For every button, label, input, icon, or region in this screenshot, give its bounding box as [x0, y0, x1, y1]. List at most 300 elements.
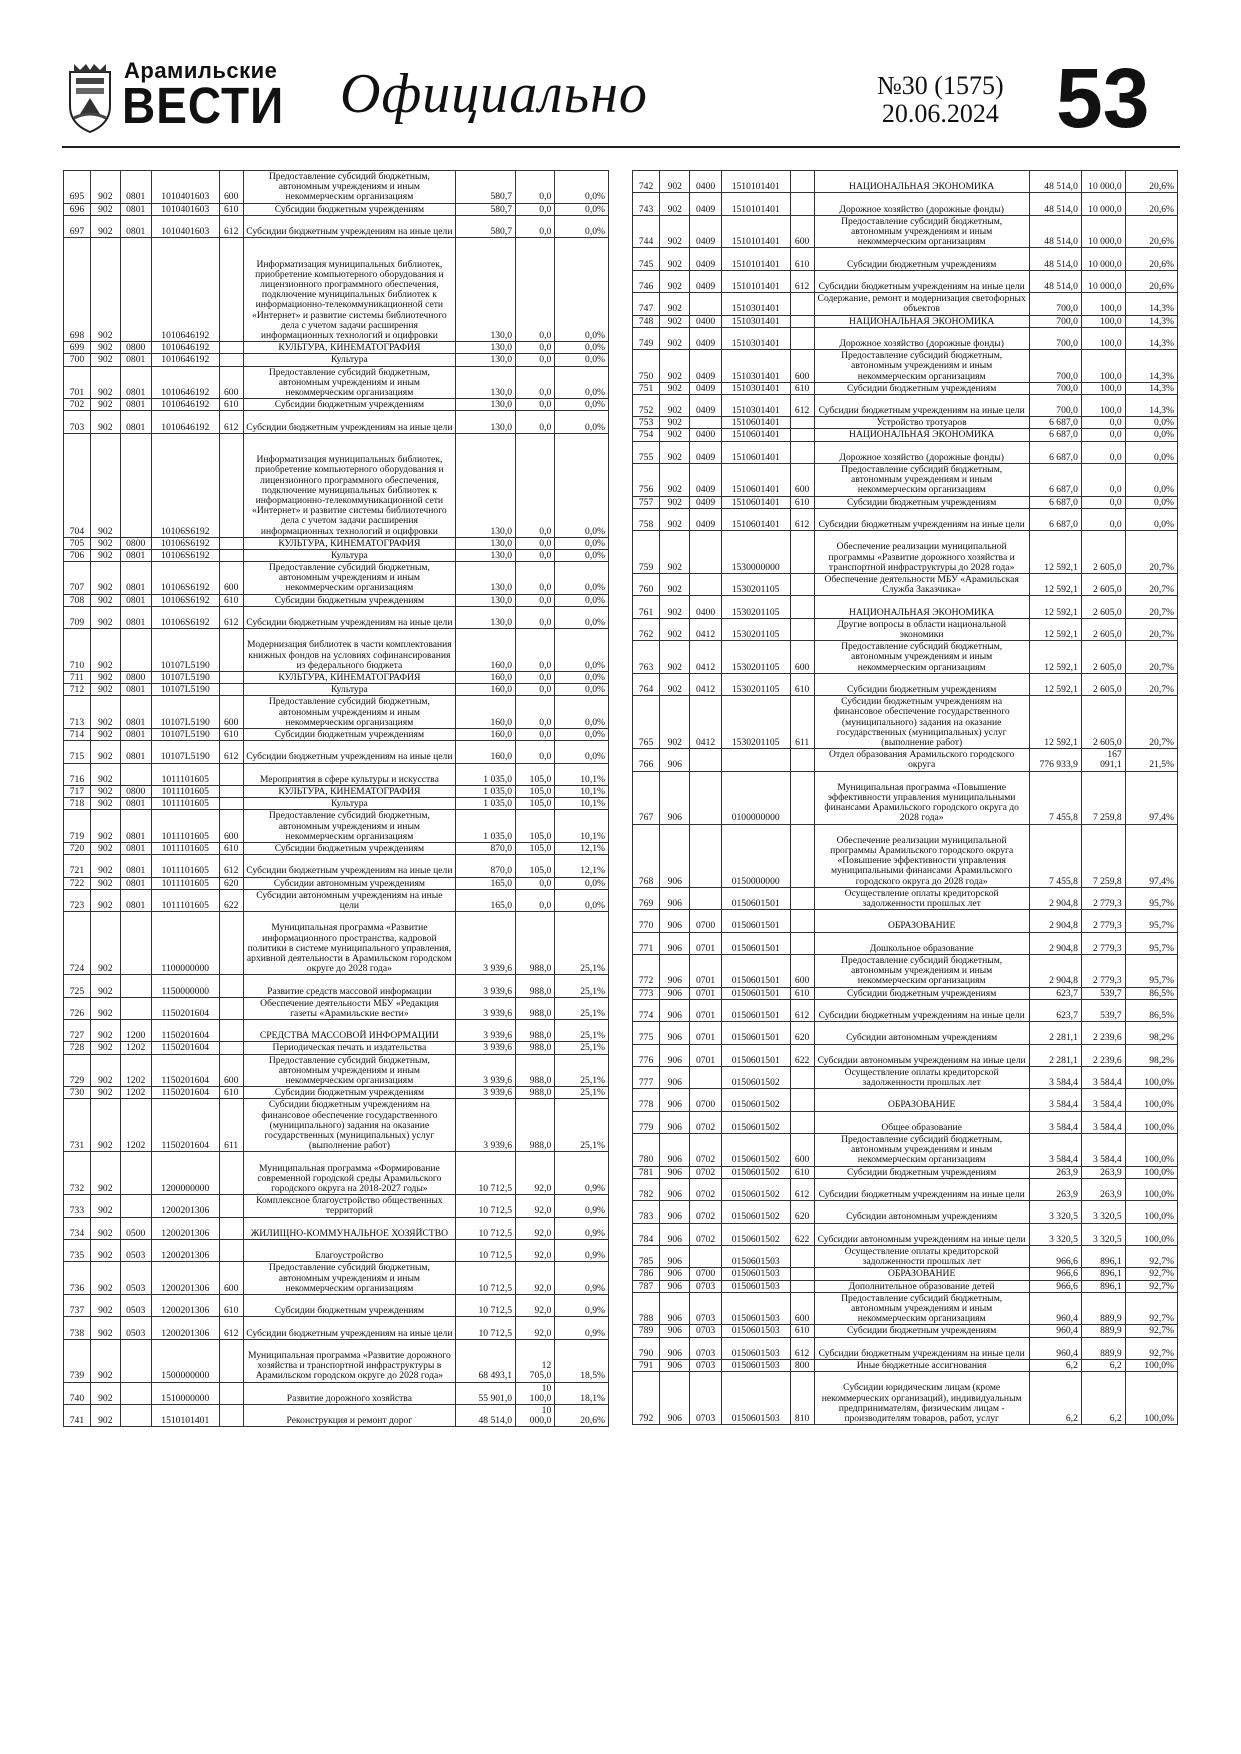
execution-percent: 0,0% [555, 537, 609, 549]
row-number: 696 [64, 203, 91, 215]
expense-type-code: 610 [790, 382, 814, 394]
expense-type-code [790, 327, 814, 349]
target-article-code: 1010646192 [151, 411, 219, 433]
target-article-code: 0150000000 [721, 824, 790, 887]
row-number: 785 [633, 1246, 660, 1268]
table-row [64, 411, 609, 433]
execution-percent: 86,5% [1125, 987, 1177, 999]
ministry-code: 902 [660, 531, 690, 574]
planned-amount: 263,9 [1029, 1166, 1081, 1178]
execution-percent: 100,0% [1125, 1066, 1177, 1088]
row-number: 762 [633, 618, 660, 640]
expense-type-code [219, 1152, 243, 1195]
table-row [64, 696, 609, 729]
ministry-code: 902 [660, 193, 690, 215]
section-code: 0412 [690, 618, 721, 640]
target-article-code: 0150601501 [721, 887, 790, 909]
executed-amount: 0,0 [1081, 417, 1125, 429]
table-row [64, 342, 609, 354]
row-number: 710 [64, 629, 91, 672]
table-row [633, 293, 1178, 315]
executed-amount: 2 779,3 [1081, 887, 1125, 909]
row-number: 701 [64, 366, 91, 399]
executed-amount: 7 259,8 [1081, 824, 1125, 887]
planned-amount: 68 493,1 [456, 1339, 516, 1382]
ministry-code: 902 [660, 270, 690, 292]
planned-amount: 700,0 [1029, 293, 1081, 315]
section-code: 0801 [120, 842, 151, 854]
section-code [690, 749, 721, 771]
planned-amount: 12 592,1 [1029, 596, 1081, 618]
executed-amount: 0,0 [516, 399, 555, 411]
section-code: 1200 [120, 1020, 151, 1042]
newspaper-name: ВЕСТИ [122, 76, 285, 134]
item-name: НАЦИОНАЛЬНАЯ ЭКОНОМИКА [814, 315, 1029, 327]
budget-table-left [63, 170, 609, 1427]
executed-amount: 0,0 [516, 171, 555, 204]
target-article-code: 1200201306 [151, 1262, 219, 1295]
table-row [64, 203, 609, 215]
item-name: Культура [243, 798, 456, 810]
executed-amount: 3 584,4 [1081, 1111, 1125, 1133]
table-row [633, 327, 1178, 349]
target-article-code: 1510101401 [721, 248, 790, 270]
execution-percent: 20,6% [1125, 193, 1177, 215]
row-number: 733 [64, 1195, 91, 1217]
planned-amount: 7 455,8 [1029, 771, 1081, 824]
expense-type-code [790, 1280, 814, 1292]
item-name: Субсидии бюджетным учреждениям на иные цели [243, 411, 456, 433]
section-code: 0703 [690, 1292, 721, 1325]
table-row [633, 574, 1178, 596]
target-article-code: 10107L5190 [151, 684, 219, 696]
ministry-code: 902 [660, 441, 690, 463]
row-number: 716 [64, 763, 91, 785]
row-number: 754 [633, 429, 660, 441]
expense-type-code [219, 1339, 243, 1382]
table-body [633, 171, 1178, 1425]
row-number: 700 [64, 354, 91, 366]
section-code: 0503 [120, 1262, 151, 1295]
executed-amount: 2 605,0 [1081, 618, 1125, 640]
newspaper-name-top: Арамильские [124, 58, 278, 83]
ministry-code: 906 [660, 1359, 690, 1371]
execution-percent: 92,7% [1125, 1337, 1177, 1359]
ministry-code: 902 [90, 342, 120, 354]
item-name: Дополнительное образование детей [814, 1280, 1029, 1292]
table-row [64, 855, 609, 877]
table-row [64, 729, 609, 741]
target-article-code: 10106S6192 [151, 594, 219, 606]
item-name: Субсидии автономным учреждениям на иные цели [814, 1044, 1029, 1066]
table-row [64, 1295, 609, 1317]
planned-amount: 960,4 [1029, 1292, 1081, 1325]
execution-percent: 25,1% [555, 997, 609, 1019]
target-article-code: 1200201306 [151, 1295, 219, 1317]
expense-type-code [219, 975, 243, 997]
executed-amount: 0,0 [516, 366, 555, 399]
planned-amount: 580,7 [456, 171, 516, 204]
ministry-code: 902 [90, 1262, 120, 1295]
section-code [120, 629, 151, 672]
target-article-code: 0150601502 [721, 1111, 790, 1133]
target-article-code: 1510101401 [721, 215, 790, 248]
planned-amount: 3 939,6 [456, 975, 516, 997]
row-number: 741 [64, 1404, 91, 1426]
planned-amount: 12 592,1 [1029, 618, 1081, 640]
executed-amount: 3 584,4 [1081, 1066, 1125, 1088]
planned-amount: 165,0 [456, 889, 516, 911]
ministry-code: 906 [660, 932, 690, 954]
execution-percent: 86,5% [1125, 999, 1177, 1021]
execution-percent: 20,7% [1125, 574, 1177, 596]
planned-amount: 2 281,1 [1029, 1022, 1081, 1044]
planned-amount: 870,0 [456, 855, 516, 877]
execution-percent: 0,0% [555, 399, 609, 411]
table-row [633, 429, 1178, 441]
target-article-code: 0100000000 [721, 771, 790, 824]
target-article-code: 0150601502 [721, 1089, 790, 1111]
expense-type-code: 800 [790, 1359, 814, 1371]
table-row [64, 215, 609, 237]
planned-amount: 870,0 [456, 842, 516, 854]
table-row [64, 354, 609, 366]
section-code: 0801 [120, 171, 151, 204]
section-code: 0801 [120, 810, 151, 843]
target-article-code: 1010646192 [151, 366, 219, 399]
expense-type-code [790, 171, 814, 193]
executed-amount: 2 605,0 [1081, 641, 1125, 674]
ministry-code: 902 [660, 417, 690, 429]
execution-percent: 25,1% [555, 1087, 609, 1099]
target-article-code: 1510301401 [721, 350, 790, 383]
executed-amount: 0,0 [1081, 496, 1125, 508]
expense-type-code [219, 763, 243, 785]
section-code: 1202 [120, 1054, 151, 1087]
item-name: Периодическая печать и издательства [243, 1042, 456, 1054]
planned-amount: 960,4 [1029, 1337, 1081, 1359]
item-name: Обеспечение деятельности МБУ «Арамильская Служба Заказчика» [814, 574, 1029, 596]
row-number: 792 [633, 1372, 660, 1425]
ministry-code: 902 [90, 629, 120, 672]
execution-percent: 92,7% [1125, 1292, 1177, 1325]
ministry-code: 902 [660, 382, 690, 394]
planned-amount: 10 712,5 [456, 1195, 516, 1217]
executed-amount: 539,7 [1081, 987, 1125, 999]
target-article-code: 10107L5190 [151, 696, 219, 729]
table-row [64, 238, 609, 342]
section-code: 0801 [120, 562, 151, 595]
target-article-code: 0150601501 [721, 954, 790, 987]
planned-amount: 160,0 [456, 696, 516, 729]
ministry-code: 902 [660, 327, 690, 349]
expense-type-code [219, 997, 243, 1019]
executed-amount: 92,0 [516, 1195, 555, 1217]
table-row [633, 673, 1178, 695]
ministry-code: 902 [660, 496, 690, 508]
table-row [633, 1292, 1178, 1325]
target-article-code: 1200000000 [151, 1152, 219, 1195]
table-row [64, 975, 609, 997]
ministry-code: 902 [90, 877, 120, 889]
table-row [633, 1372, 1178, 1425]
ministry-code: 902 [90, 238, 120, 342]
planned-amount: 48 514,0 [1029, 248, 1081, 270]
table-row [633, 215, 1178, 248]
target-article-code: 1200201306 [151, 1240, 219, 1262]
planned-amount: 160,0 [456, 684, 516, 696]
ministry-code: 906 [660, 1201, 690, 1223]
execution-percent: 0,0% [555, 411, 609, 433]
section-code: 0801 [120, 855, 151, 877]
expense-type-code: 610 [219, 842, 243, 854]
target-article-code: 1010646192 [151, 399, 219, 411]
ministry-code: 906 [660, 1066, 690, 1088]
planned-amount: 6 687,0 [1029, 496, 1081, 508]
table-row [633, 749, 1178, 771]
execution-percent: 0,0% [555, 877, 609, 889]
ministry-code: 902 [90, 855, 120, 877]
item-name: КУЛЬТУРА, КИНЕМАТОГРАФИЯ [243, 786, 456, 798]
section-code: 0409 [690, 270, 721, 292]
execution-percent: 0,9% [555, 1195, 609, 1217]
section-code: 1202 [120, 1042, 151, 1054]
section-code: 0801 [120, 594, 151, 606]
table-row [633, 394, 1178, 416]
expense-type-code: 612 [790, 1337, 814, 1359]
executed-amount: 7 259,8 [1081, 771, 1125, 824]
row-number: 740 [64, 1382, 91, 1404]
row-number: 714 [64, 729, 91, 741]
item-name: Субсидии бюджетным учреждениям на иные цели [243, 606, 456, 628]
execution-percent: 20,7% [1125, 641, 1177, 674]
item-name: Субсидии бюджетным учреждениям на иные цели [814, 508, 1029, 530]
table-row [633, 1044, 1178, 1066]
planned-amount: 3 939,6 [456, 1020, 516, 1042]
planned-amount: 3 939,6 [456, 912, 516, 975]
planned-amount: 48 514,0 [456, 1404, 516, 1426]
executed-amount: 105,0 [516, 763, 555, 785]
item-name: Субсидии бюджетным учреждениям на иные цели [814, 1178, 1029, 1200]
target-article-code: 1150201604 [151, 1099, 219, 1152]
row-number: 765 [633, 696, 660, 749]
section-code [120, 238, 151, 342]
planned-amount: 6 687,0 [1029, 464, 1081, 497]
item-name: ЖИЛИЩНО-КОММУНАЛЬНОЕ ХОЗЯЙСТВО [243, 1217, 456, 1239]
section-code: 0503 [120, 1240, 151, 1262]
row-number: 704 [64, 433, 91, 537]
row-number: 756 [633, 464, 660, 497]
planned-amount: 130,0 [456, 366, 516, 399]
row-number: 757 [633, 496, 660, 508]
row-number: 777 [633, 1066, 660, 1088]
item-name: Субсидии бюджетным учреждениям [243, 1295, 456, 1317]
planned-amount: 966,6 [1029, 1246, 1081, 1268]
execution-percent: 14,3% [1125, 350, 1177, 383]
expense-type-code [219, 672, 243, 684]
row-number: 778 [633, 1089, 660, 1111]
executed-amount: 889,9 [1081, 1292, 1125, 1325]
table-row [633, 1111, 1178, 1133]
item-name: Предоставление субсидий бюджетным, автономным учреждениям и иным некоммерческим организациям [814, 1292, 1029, 1325]
target-article-code: 1010646192 [151, 238, 219, 342]
execution-percent: 25,1% [555, 1099, 609, 1152]
item-name: Муниципальная программа «Развитие информационного пространства, кадровой политики в системе муниципального управления, архивной деятельности в Арамильском городском округе до 2028 года» [243, 912, 456, 975]
planned-amount: 160,0 [456, 629, 516, 672]
planned-amount: 130,0 [456, 342, 516, 354]
planned-amount: 6 687,0 [1029, 429, 1081, 441]
execution-percent: 100,0% [1125, 1134, 1177, 1167]
issue-number: №30 (1575) [877, 71, 1004, 100]
section-code [120, 433, 151, 537]
target-article-code: 1150201604 [151, 1087, 219, 1099]
issue-date: 20.06.2024 [881, 99, 999, 128]
ministry-code: 902 [90, 537, 120, 549]
execution-percent: 92,7% [1125, 1246, 1177, 1268]
section-code: 0400 [690, 171, 721, 193]
ministry-code: 902 [660, 293, 690, 315]
ministry-code: 902 [660, 394, 690, 416]
executed-amount: 0,0 [516, 606, 555, 628]
target-article-code: 1500000000 [151, 1339, 219, 1382]
item-name: Субсидии бюджетным учреждениям [814, 496, 1029, 508]
target-article-code: 0150601503 [721, 1268, 790, 1280]
section-code [690, 531, 721, 574]
planned-amount: 700,0 [1029, 382, 1081, 394]
ministry-code: 906 [660, 1246, 690, 1268]
row-number: 732 [64, 1152, 91, 1195]
planned-amount: 6 687,0 [1029, 508, 1081, 530]
ministry-code: 902 [660, 618, 690, 640]
header-divider [62, 146, 1180, 148]
executed-amount: 889,9 [1081, 1337, 1125, 1359]
expense-type-code: 610 [219, 594, 243, 606]
execution-percent: 100,0% [1125, 1372, 1177, 1425]
row-number: 746 [633, 270, 660, 292]
executed-amount: 2 605,0 [1081, 574, 1125, 596]
expense-type-code: 620 [790, 1201, 814, 1223]
section-code [120, 763, 151, 785]
executed-amount: 3 320,5 [1081, 1223, 1125, 1245]
ministry-code: 902 [660, 574, 690, 596]
section-code [120, 1152, 151, 1195]
section-code: 0801 [120, 684, 151, 696]
row-number: 742 [633, 171, 660, 193]
ministry-code: 902 [90, 798, 120, 810]
target-article-code: 1150000000 [151, 975, 219, 997]
execution-percent: 97,4% [1125, 824, 1177, 887]
section-code [690, 824, 721, 887]
target-article-code: 1011101605 [151, 798, 219, 810]
executed-amount: 105,0 [516, 798, 555, 810]
item-name: Предоставление субсидий бюджетным, автономным учреждениям и иным некоммерческим организациям [243, 696, 456, 729]
target-article-code: 0150601502 [721, 1201, 790, 1223]
table-row [633, 531, 1178, 574]
table-row [633, 1022, 1178, 1044]
item-name: Дорожное хозяйство (дорожные фонды) [814, 327, 1029, 349]
row-number: 771 [633, 932, 660, 954]
execution-percent: 92,7% [1125, 1325, 1177, 1337]
target-article-code: 0150601503 [721, 1372, 790, 1425]
table-row [633, 1134, 1178, 1167]
ministry-code: 906 [660, 1292, 690, 1325]
execution-percent: 12,1% [555, 855, 609, 877]
expense-type-code [790, 1268, 814, 1280]
item-name: КУЛЬТУРА, КИНЕМАТОГРАФИЯ [243, 537, 456, 549]
item-name: Субсидии бюджетным учреждениям [814, 382, 1029, 394]
item-name: ОБРАЗОВАНИЕ [814, 910, 1029, 932]
planned-amount: 3 584,4 [1029, 1134, 1081, 1167]
section-code: 0409 [690, 441, 721, 463]
expense-type-code [790, 749, 814, 771]
ministry-code: 906 [660, 1325, 690, 1337]
expense-type-code [219, 238, 243, 342]
execution-percent: 10,1% [555, 786, 609, 798]
section-code [690, 1066, 721, 1088]
execution-percent: 100,0% [1125, 1178, 1177, 1200]
expense-type-code [219, 1217, 243, 1239]
execution-percent: 0,0% [555, 562, 609, 595]
target-article-code: 1011101605 [151, 786, 219, 798]
expense-type-code: 622 [219, 889, 243, 911]
row-number: 707 [64, 562, 91, 595]
section-code [120, 1195, 151, 1217]
expense-type-code [790, 824, 814, 887]
ministry-code: 902 [90, 672, 120, 684]
table-row [64, 877, 609, 889]
row-number: 787 [633, 1280, 660, 1292]
planned-amount: 700,0 [1029, 315, 1081, 327]
ministry-code: 902 [90, 1087, 120, 1099]
expense-type-code: 600 [790, 954, 814, 987]
table-row [633, 508, 1178, 530]
item-name: Предоставление субсидий бюджетным, автономным учреждениям и иным некоммерческим организациям [243, 810, 456, 843]
item-name: Субсидии юридическим лицам (кроме некоммерческих организаций), индивидуальным предпринимателям, физическим лицам - производителям товаров, работ, услуг [814, 1372, 1029, 1425]
ministry-code: 906 [660, 1089, 690, 1111]
executed-amount: 988,0 [516, 1054, 555, 1087]
item-name: Субсидии автономным учреждениям [814, 1022, 1029, 1044]
target-article-code: 0150601501 [721, 910, 790, 932]
ministry-code: 902 [90, 1054, 120, 1087]
expense-type-code [790, 429, 814, 441]
expense-type-code [790, 531, 814, 574]
table-row [64, 1042, 609, 1054]
executed-amount: 92,0 [516, 1152, 555, 1195]
ministry-code: 902 [90, 842, 120, 854]
ministry-code: 906 [660, 1166, 690, 1178]
ministry-code: 902 [660, 641, 690, 674]
section-code: 0702 [690, 1223, 721, 1245]
section-code: 0409 [690, 382, 721, 394]
table-row [64, 399, 609, 411]
executed-amount: 263,9 [1081, 1166, 1125, 1178]
item-name: Субсидии бюджетным учреждениям [814, 1325, 1029, 1337]
executed-amount: 92,0 [516, 1262, 555, 1295]
expense-type-code: 600 [790, 215, 814, 248]
table-row [64, 1217, 609, 1239]
section-code: 0801 [120, 215, 151, 237]
execution-percent: 20,7% [1125, 673, 1177, 695]
expense-type-code: 612 [219, 215, 243, 237]
row-number: 779 [633, 1111, 660, 1133]
planned-amount: 1 035,0 [456, 810, 516, 843]
target-article-code: 1200201306 [151, 1195, 219, 1217]
target-article-code: 1150201604 [151, 1020, 219, 1042]
item-name: Культура [243, 354, 456, 366]
issue-info [877, 72, 1004, 128]
row-number: 719 [64, 810, 91, 843]
target-article-code: 1011101605 [151, 877, 219, 889]
